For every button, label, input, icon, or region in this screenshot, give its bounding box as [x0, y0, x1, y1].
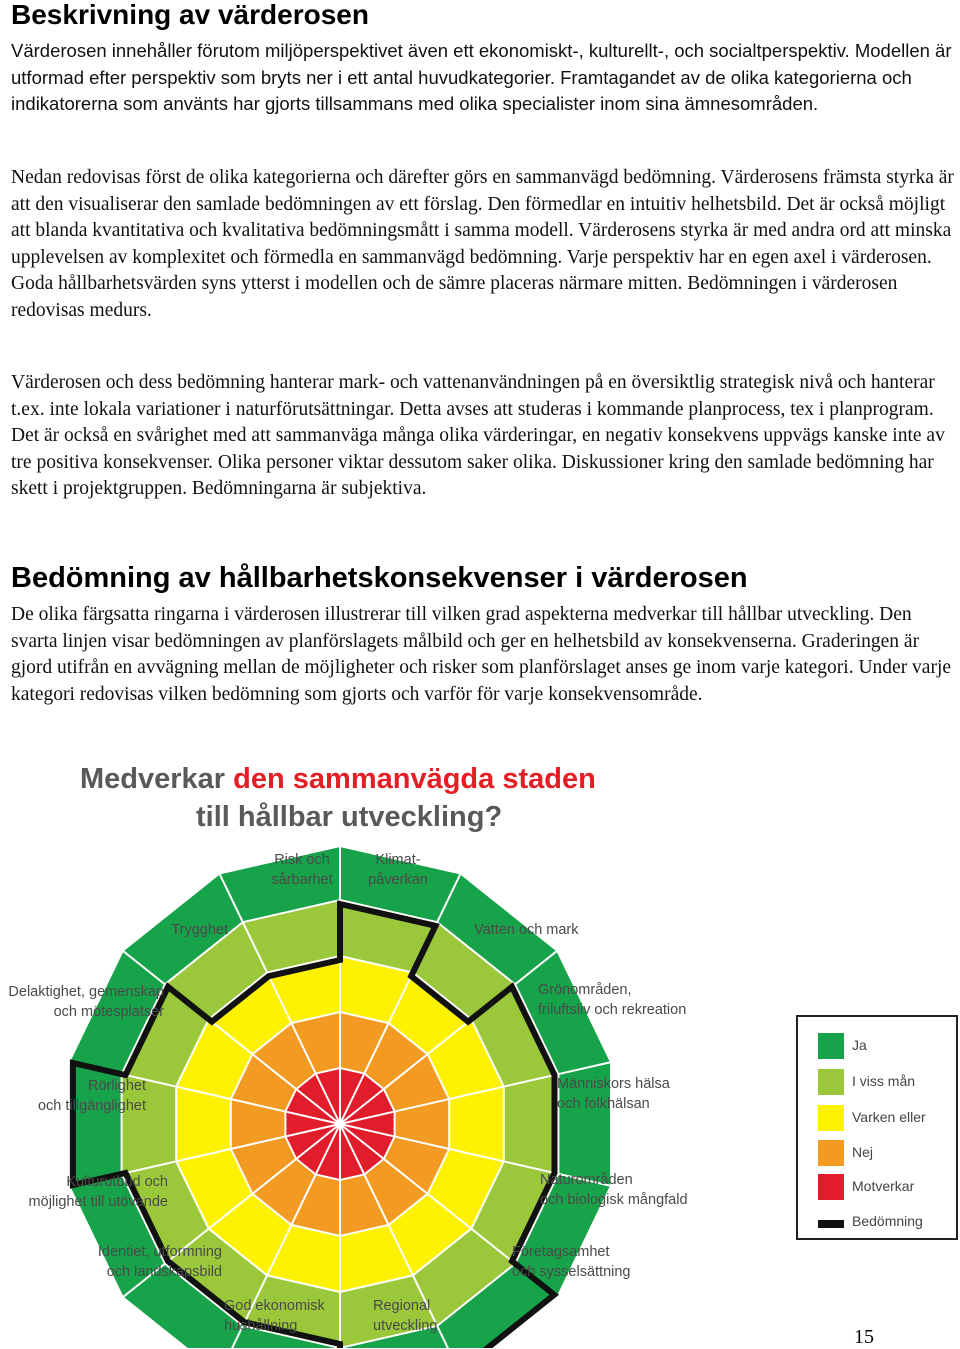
rose-category-label: Risk och: [274, 852, 330, 868]
rose-category-label: utveckling: [373, 1318, 438, 1334]
legend-box: [796, 1015, 958, 1240]
legend-swatch-varken-eller: [818, 1105, 844, 1131]
rose-category-label: friluftsliv och rekreation: [538, 1002, 687, 1018]
rose-category-label: God ekonomisk: [224, 1298, 325, 1314]
rose-category-label: och folkhälsan: [557, 1096, 650, 1112]
rose-category-label: Människors hälsa: [557, 1076, 670, 1092]
legend-label-i-viss-man: I viss mån: [852, 1073, 916, 1089]
rose-category-label: sårbarhet: [271, 872, 333, 888]
rose-category-label: och mötesplatser: [53, 1004, 164, 1020]
rose-category-label: påverkan: [368, 872, 428, 888]
intro-paragraph: Värderosen innehåller förutom miljöperspektivet även ett ekonomiskt-, kulturellt-, och socialtperspektiv. Modellen är utformad efter perspektiv som bryts ner i ett antal huvudkategorier. Framtagandet av de olika kategorierna och indikatorerna som använts har gjorts tillsammans med olika specialister inom sina ämnesområden.: [11, 40, 952, 114]
section-heading-assessment: Bedömning av hållbarhetskonsekvenser i värderosen: [11, 562, 748, 594]
rose-category-label: Trygghet: [171, 922, 228, 938]
rose-category-label: Naturområden: [540, 1172, 633, 1188]
figure-title-line2: till hållbar utveckling?: [196, 801, 503, 833]
assessment-paragraph: De olika färgsatta ringarna i värderosen illustrerar till vilken grad aspekterna medverkar till hållbar utveckling. Den svarta linjen visar bedömningen av planförslagets målbild och ger en helhetsbild av konsekvenserna. Graderingen är gjord utifrån en avvägning mellan de möjligheter och risker som planförslaget anses ge inom varje kategori. Under varje kategori redovisas vilken bedömning som gjorts och varför för varje konsekvensområde.: [11, 604, 952, 705]
legend-swatch-i-viss-man: [818, 1069, 844, 1095]
rose-category-label: och sysselsättning: [512, 1264, 631, 1280]
limitations-paragraph: Värderosen och dess bedömning hanterar mark- och vattenanvändningen på en översiktlig strategisk nivå och hanterar t.ex. inte lokala variationer i naturförutsättningar. Detta avses att studeras i kommande planprocess, tex i planprogram. Det är också en svårighet med att sammanväga många olika värderingar, en negativ konsekvens uppvägs kanske inte av tre positiva konsekvenser. Olika personer viktar dessutom saker olika. Diskussioner kring den samlade bedömning har skett i projektgruppen. Bedömningarna är subjektiva.: [11, 372, 945, 500]
rose-category-label: och landskapsbild: [106, 1264, 222, 1280]
legend-label-nej: Nej: [852, 1144, 874, 1160]
legend-swatch-ja: [818, 1033, 844, 1059]
legend-swatch-nej: [818, 1140, 844, 1166]
rose-category-label: Rörlighet: [87, 1078, 146, 1094]
figure-title-line1: [80, 763, 596, 795]
rose-category-label: hushållning: [224, 1318, 298, 1334]
legend-swatch-bedomning: [818, 1220, 844, 1228]
rose-category-label: och biologisk mångfald: [540, 1192, 688, 1208]
rose-category-label: Identiet, utformning: [97, 1244, 222, 1260]
legend-label-motverkar: Motverkar: [852, 1178, 915, 1194]
rose-category-label: möjlighet till utövande: [28, 1194, 168, 1210]
legend-label-ja: Ja: [852, 1037, 867, 1053]
rose-category-label: Vatten och mark: [474, 922, 579, 938]
rose-category-label: Delaktighet, gemenskap: [8, 984, 164, 1000]
legend-label-varken-eller: Varken eller: [852, 1109, 926, 1125]
rose-category-label: Kulturutbud och: [66, 1174, 168, 1190]
rose-category-label: Regional: [373, 1298, 431, 1314]
rose-category-label: Grönområden,: [538, 982, 632, 998]
rose-category-label: Klimat-: [375, 852, 421, 868]
figure-title-part1: Medverkar: [80, 763, 234, 795]
strength-paragraph: Nedan redovisas först de olika kategorierna och därefter görs en sammanvägd bedömning. Värderosens främsta styrka är att den visualiserar den samlade bedömningen av ett förslag. Den förmedlar en intuitiv helhetsbild. Det är också möjligt att blanda kvantitativa och kvalitativa bedömningsmått i samma modell. Värderosens styrka är med andra ord att minska upplevelsen av komplexitet och förmedla en sammanvägd bedömning. Varje perspektiv har en egen axel i värderosen. Goda hållbarhetsvärden syns ytterst i modellen och de sämre placeras närmare mitten. Bedömningen i värderosen redovisas medurs.: [11, 167, 954, 321]
section-heading-description: Beskrivning av värderosen: [11, 0, 369, 30]
figure-title-accent: den sammanvägda staden: [233, 763, 596, 795]
rose-category-label: Företagsamhet: [512, 1244, 610, 1260]
page-number: 15: [854, 1326, 874, 1348]
legend-swatch-motverkar: [818, 1174, 844, 1200]
legend-label-bedomning: Bedömning: [852, 1213, 923, 1229]
rose-category-label: och tillgänglighet: [37, 1098, 146, 1114]
